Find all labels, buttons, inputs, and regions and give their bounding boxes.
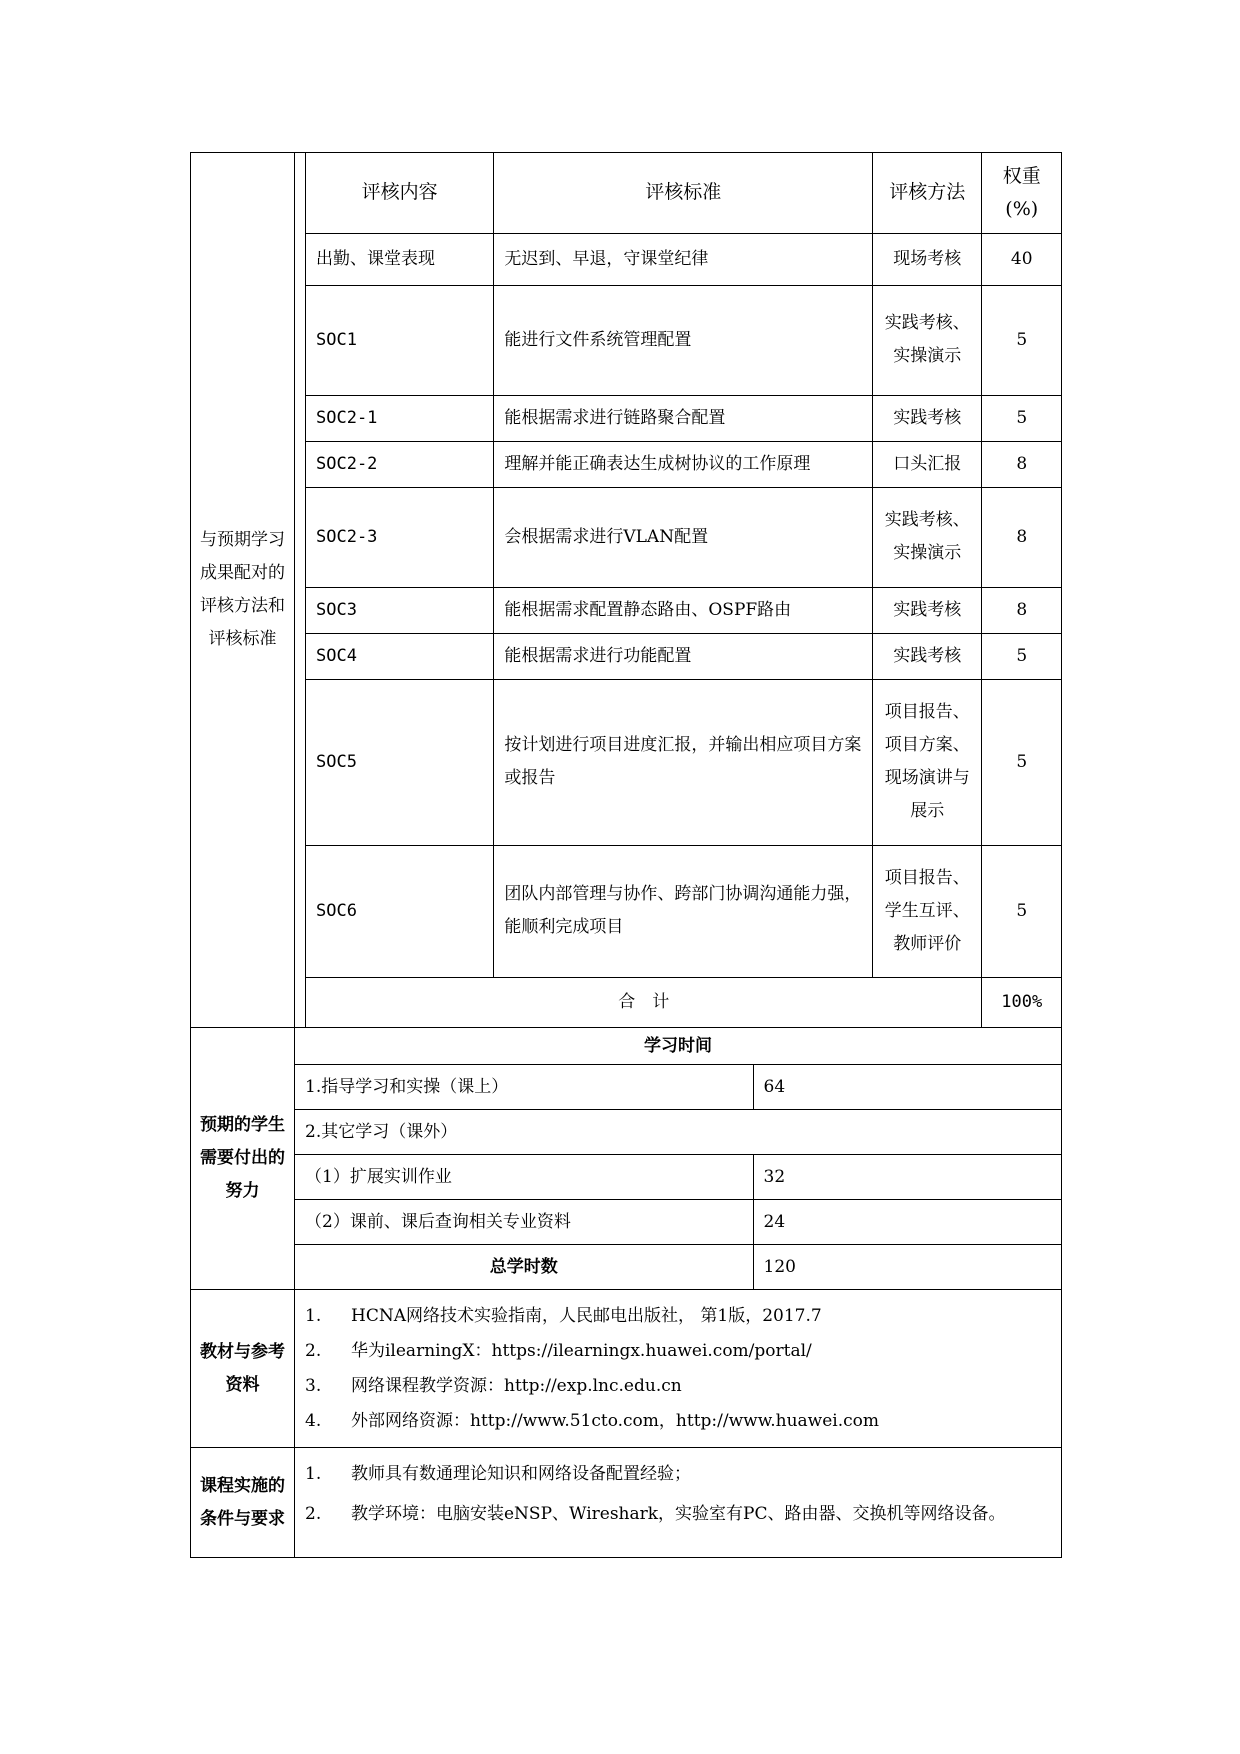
table-row <box>306 587 1062 633</box>
header-weight: 权重(%) <box>982 153 1061 233</box>
table-row <box>295 1155 1061 1200</box>
table-row <box>306 233 1062 285</box>
row-standard: 能根据需求进行功能配置 <box>494 633 873 679</box>
row-content: SOC1 <box>306 285 494 395</box>
item-text: 外部网络资源：http://www.51cto.com，http://www.huawei.com <box>351 1410 879 1431</box>
item-number: 1. <box>305 1305 322 1326</box>
assessment-label: 与预期学习成果配对的评核方法和评核标准 <box>191 153 295 1028</box>
effort-total-row <box>295 1245 1061 1290</box>
effort-hours: 24 <box>753 1200 1061 1245</box>
row-method: 项目报告、项目方案、现场演讲与展示 <box>873 679 982 845</box>
effort-cell <box>295 1028 1062 1290</box>
effort-item: 2.其它学习（课外） <box>295 1110 1061 1155</box>
table-row <box>306 487 1062 587</box>
row-method: 实践考核、实操演示 <box>873 285 982 395</box>
conditions-label: 课程实施的条件与要求 <box>191 1448 295 1558</box>
item-text: 教学环境：电脑安装eNSP、Wireshark，实验室有PC、路由器、交换机等网络设备。 <box>351 1504 1006 1524</box>
study-time-title-row <box>295 1028 1061 1065</box>
row-weight: 8 <box>982 587 1061 633</box>
row-method: 实践考核 <box>873 395 982 441</box>
row-content: SOC6 <box>306 845 494 977</box>
row-standard: 会根据需求进行VLAN配置 <box>494 487 873 587</box>
item-text: HCNA网络技术实验指南，人民邮电出版社， 第1版，2017.7 <box>351 1305 822 1326</box>
row-weight: 5 <box>982 845 1061 977</box>
assessment-total-row <box>306 977 1062 1027</box>
effort-section <box>191 1028 1062 1290</box>
row-standard: 能进行文件系统管理配置 <box>494 285 873 395</box>
item-text: 网络课程教学资源：http://exp.lnc.edu.cn <box>351 1375 682 1396</box>
table-row <box>306 633 1062 679</box>
list-item <box>305 1334 1051 1369</box>
row-standard: 能根据需求配置静态路由、OSPF路由 <box>494 587 873 633</box>
table-row <box>295 1065 1061 1110</box>
assessment-cell <box>295 153 1062 1028</box>
header-standard: 评核标准 <box>494 153 873 233</box>
row-standard: 无迟到、早退，守课堂纪律 <box>494 233 873 285</box>
row-method: 实践考核、实操演示 <box>873 487 982 587</box>
row-method: 实践考核 <box>873 633 982 679</box>
item-text: 华为ilearningX：https://ilearningx.huawei.com/portal/ <box>351 1340 812 1361</box>
row-standard: 团队内部管理与协作、跨部门协调沟通能力强，能顺利完成项目 <box>494 845 873 977</box>
row-content: SOC3 <box>306 587 494 633</box>
list-item <box>305 1299 1051 1334</box>
row-standard: 能根据需求进行链路聚合配置 <box>494 395 873 441</box>
row-method: 口头汇报 <box>873 441 982 487</box>
assessment-table <box>305 153 1061 1027</box>
row-weight: 5 <box>982 285 1061 395</box>
item-number: 4. <box>305 1410 322 1431</box>
effort-item: （1）扩展实训作业 <box>295 1155 753 1200</box>
effort-hours: 32 <box>753 1155 1061 1200</box>
row-weight: 8 <box>982 441 1061 487</box>
effort-hours: 64 <box>753 1065 1061 1110</box>
item-number: 2. <box>305 1340 322 1361</box>
course-table <box>190 152 1062 1558</box>
item-number: 1. <box>305 1464 322 1484</box>
course-document-page <box>190 152 1062 1558</box>
effort-total-label: 总学时数 <box>295 1245 753 1290</box>
row-content: SOC2-3 <box>306 487 494 587</box>
table-row <box>306 441 1062 487</box>
table-row <box>306 285 1062 395</box>
header-method: 评核方法 <box>873 153 982 233</box>
materials-label: 教材与参考资料 <box>191 1290 295 1448</box>
table-row <box>295 1200 1061 1245</box>
materials-list <box>295 1290 1062 1448</box>
effort-item: 1.指导学习和实操（课上） <box>295 1065 753 1110</box>
list-item <box>305 1404 1051 1439</box>
materials-section <box>191 1290 1062 1448</box>
header-content: 评核内容 <box>306 153 494 233</box>
item-number: 3. <box>305 1375 322 1396</box>
table-row <box>306 395 1062 441</box>
row-method: 项目报告、学生互评、教师评价 <box>873 845 982 977</box>
row-standard: 理解并能正确表达生成树协议的工作原理 <box>494 441 873 487</box>
total-value: 100% <box>982 977 1061 1027</box>
row-weight: 5 <box>982 633 1061 679</box>
conditions-section <box>191 1448 1062 1558</box>
table-row <box>306 845 1062 977</box>
row-standard: 按计划进行项目进度汇报，并输出相应项目方案或报告 <box>494 679 873 845</box>
effort-item: （2）课前、课后查询相关专业资料 <box>295 1200 753 1245</box>
table-row <box>306 679 1062 845</box>
row-content: SOC4 <box>306 633 494 679</box>
effort-total-value: 120 <box>753 1245 1061 1290</box>
row-method: 实践考核 <box>873 587 982 633</box>
conditions-list <box>295 1448 1062 1558</box>
row-content: SOC2-1 <box>306 395 494 441</box>
list-item <box>305 1494 1051 1534</box>
item-text: 教师具有数通理论知识和网络设备配置经验； <box>351 1464 691 1484</box>
row-weight: 40 <box>982 233 1061 285</box>
item-number: 2. <box>305 1504 322 1524</box>
study-time-table <box>295 1028 1061 1289</box>
list-item <box>305 1454 1051 1494</box>
assessment-section <box>191 153 1062 1028</box>
study-time-title: 学习时间 <box>295 1028 1061 1065</box>
effort-label: 预期的学生需要付出的努力 <box>191 1028 295 1290</box>
total-label: 合 计 <box>306 977 982 1027</box>
row-content: 出勤、课堂表现 <box>306 233 494 285</box>
assessment-header-row <box>306 153 1062 233</box>
row-weight: 8 <box>982 487 1061 587</box>
row-weight: 5 <box>982 679 1061 845</box>
row-content: SOC5 <box>306 679 494 845</box>
list-item <box>305 1369 1051 1404</box>
row-content: SOC2-2 <box>306 441 494 487</box>
row-weight: 5 <box>982 395 1061 441</box>
row-method: 现场考核 <box>873 233 982 285</box>
table-row <box>295 1110 1061 1155</box>
